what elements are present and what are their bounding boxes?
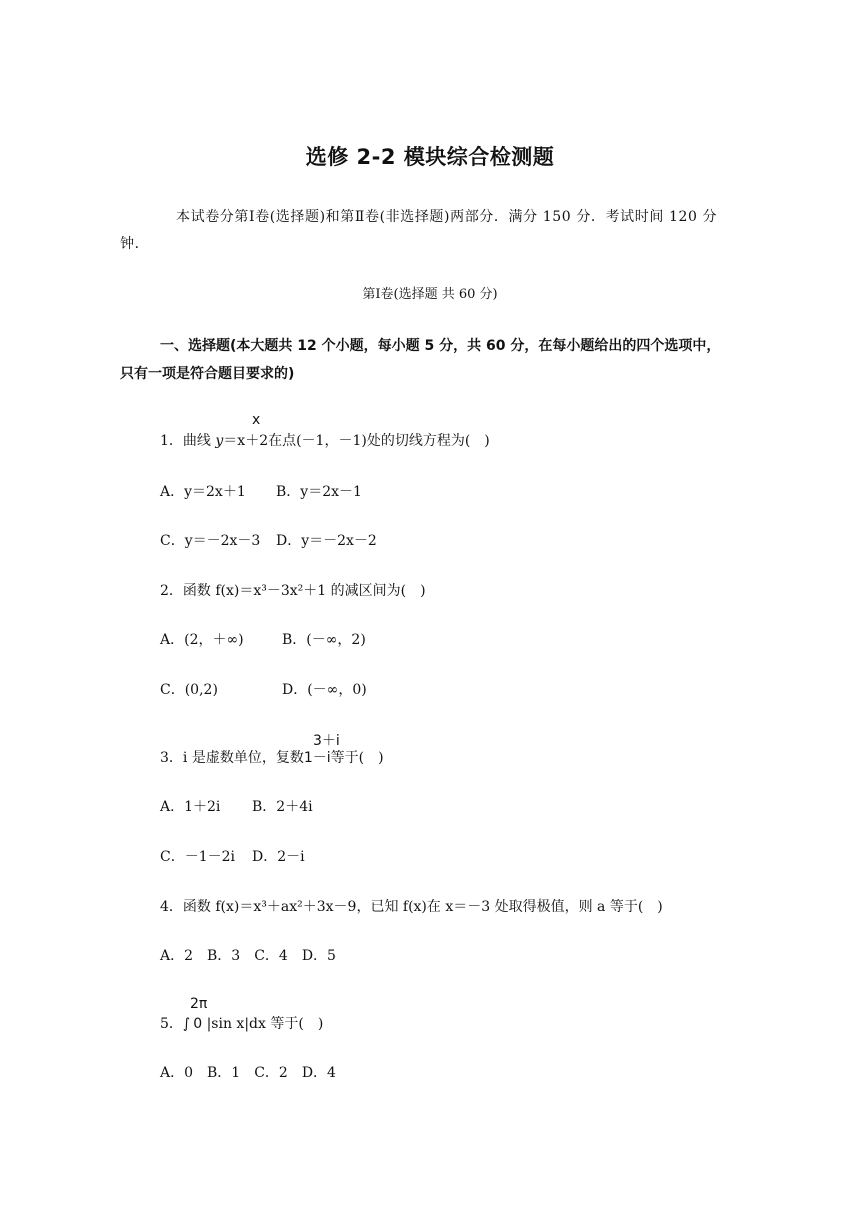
- q1-option-a: A．y＝2x＋1: [160, 484, 246, 500]
- part1-heading: 第Ⅰ卷(选择题 共 60 分): [362, 287, 498, 302]
- q2-option-c: C．(0,2): [160, 682, 218, 698]
- q1-option-d: D．y＝－2x－2: [276, 533, 377, 549]
- q4-options: A．2 B．3 C．4 D．5: [160, 948, 336, 964]
- q3-option-d: D．2－i: [252, 849, 305, 865]
- exam-intro: 本试卷分第Ⅰ卷(选择题)和第Ⅱ卷(非选择题)两部分．满分 150 分．考试时间 120 分钟．: [120, 209, 718, 252]
- q1-stem-b: ＝x＋2在点(－1，－1)处的切线方程为( ): [223, 433, 490, 449]
- q2-stem: 函数 f(x)＝x³－3x²＋1 的减区间为( ): [182, 583, 426, 599]
- q5-integral-lower-limit: 0: [193, 1016, 203, 1032]
- q3-stem-c: 等于( ): [330, 750, 384, 766]
- q1-number: 1．: [160, 433, 183, 449]
- q3-fraction-numerator: 3＋i: [313, 733, 340, 749]
- section1-line1: 一、选择题(本大题共 12 个小题，每小题 5 分，共 60 分，在每小题给出的四个选项中，: [160, 338, 721, 354]
- q1-stem-var: y: [215, 433, 224, 449]
- question-1: [160, 430, 490, 450]
- q1-option-b: B．y＝2x－1: [276, 484, 362, 500]
- question-3: [160, 747, 384, 767]
- q2-option-a: A．(2，＋∞): [160, 632, 244, 648]
- page-title: 选修 2-2 模块综合检测题: [305, 145, 555, 169]
- question-2: [160, 580, 426, 600]
- q5-stem: |sin x|dx 等于( ): [202, 1016, 324, 1032]
- q2-option-b: B．(－∞，2): [282, 632, 366, 648]
- q4-number: 4．: [160, 899, 183, 915]
- q5-integral-sign: ∫: [182, 1016, 191, 1032]
- q3-option-c: C．－1－2i: [160, 849, 236, 865]
- question-5: [160, 1013, 323, 1033]
- q3-option-a: A．1＋2i: [160, 799, 221, 815]
- q1-stem-a: 曲线: [182, 433, 216, 449]
- q5-number: 5．: [160, 1016, 183, 1032]
- q1-option-c: C．y＝－2x－3: [160, 533, 261, 549]
- q2-option-d: D．(－∞，0): [282, 682, 367, 698]
- q5-integral-upper-limit: 2π: [190, 996, 208, 1012]
- section1-line2: 只有一项是符合题目要求的): [120, 366, 295, 382]
- q1-fraction-numerator: x: [252, 412, 261, 428]
- q3-fraction-denominator: 1－i: [303, 750, 331, 766]
- q5-options: A．0 B．1 C．2 D．4: [160, 1065, 336, 1081]
- q3-number: 3．: [160, 750, 183, 766]
- section1-heading: [120, 332, 740, 388]
- question-4: [160, 896, 663, 916]
- q3-option-b: B．2＋4i: [252, 799, 313, 815]
- q4-stem: 函数 f(x)＝x³＋ax²＋3x－9，已知 f(x)在 x＝－3 处取得极值，则 a 等于( ): [182, 899, 663, 915]
- q3-stem-a: i 是虚数单位，复数: [182, 750, 304, 766]
- q2-number: 2．: [160, 583, 183, 599]
